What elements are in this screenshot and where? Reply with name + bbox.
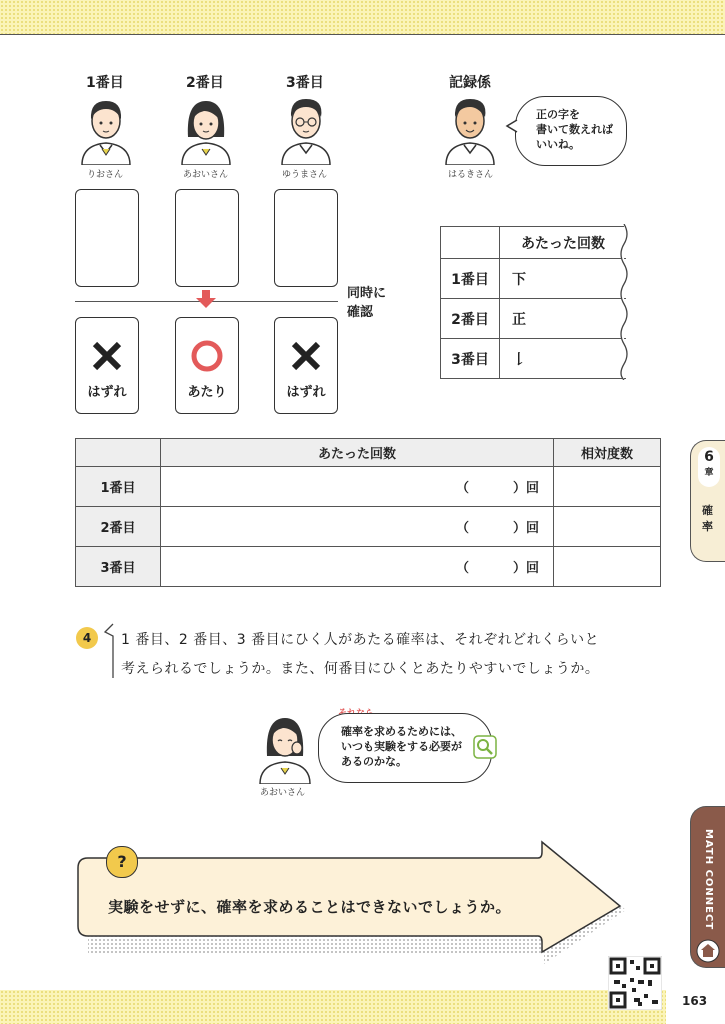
aoi-avatar [176, 93, 236, 165]
cross-icon [91, 340, 123, 372]
tally-row-label: 2番目 [441, 299, 500, 339]
person-3-name: ゆうまさん [282, 170, 328, 180]
freq-col-hits: あたった回数 [161, 439, 554, 467]
freq-col-relative: 相対度数 [554, 439, 661, 467]
aoi-speech-line: あるのかな。 [341, 755, 407, 768]
freq-hits-cell: （ ）回 [161, 467, 554, 507]
freq-row-label: 1番目 [76, 467, 161, 507]
freq-relative-cell[interactable] [554, 547, 661, 587]
person-2-order: 2番目 [186, 75, 224, 91]
banner-text: 実験をせずに、確率を求めることはできないでしょうか。 [108, 898, 512, 916]
down-arrow-icon [196, 290, 216, 310]
page-number: 163 [682, 994, 708, 1008]
freq-row-label: 3番目 [76, 547, 161, 587]
math-connect-tab[interactable] [690, 806, 725, 968]
tally-table [440, 226, 626, 379]
simultaneous-check-label: 同時に 確認 [347, 286, 387, 320]
school-icon [696, 939, 720, 963]
question-mark-icon: ? [106, 846, 138, 878]
magnifier-icon[interactable] [473, 735, 497, 759]
result-label: あたり [187, 385, 227, 400]
bubble-tail-icon [505, 118, 519, 134]
qr-code[interactable] [608, 956, 662, 1010]
tally-header: あたった回数 [500, 227, 627, 259]
result-card-3 [274, 317, 338, 414]
person-1-order: 1番目 [86, 75, 124, 91]
tally-value: 正 [500, 299, 627, 339]
result-card-1 [75, 317, 139, 414]
rio-avatar [76, 93, 136, 165]
face-down-card-2 [175, 189, 239, 287]
page-number-box [666, 990, 725, 1024]
question-bracket [103, 622, 115, 680]
aoi-speech-bubble [318, 713, 492, 783]
math-connect-label: MATH CONNECT [703, 829, 714, 931]
person-1-name: りおさん [87, 170, 124, 180]
recorder-role: 記録係 [449, 75, 491, 91]
aoi-thinking-avatar [254, 712, 316, 784]
recorder-speech-bubble [515, 96, 627, 166]
aoi-name: あおいさん [260, 788, 306, 798]
recorder-speech-line: 書いて数えれば [536, 123, 613, 136]
tally-value: 下 [500, 259, 627, 299]
aoi-speech-line: いつも実験をする必要が [341, 740, 462, 753]
chapter-tab[interactable] [690, 440, 725, 562]
freq-relative-cell[interactable] [554, 467, 661, 507]
recorder-speech-line: いいね。 [536, 138, 580, 151]
yuuma-avatar [276, 93, 336, 165]
face-down-card-1 [75, 189, 139, 287]
face-down-card-3 [274, 189, 338, 287]
chapter-badge: 6 章 [698, 447, 720, 487]
freq-row-label: 2番目 [76, 507, 161, 547]
top-decorative-band [0, 0, 725, 35]
person-3-order: 3番目 [286, 75, 324, 91]
question-number-badge: 4 [76, 627, 98, 649]
result-label: はずれ [286, 385, 326, 400]
tally-row-label: 3番目 [441, 339, 500, 379]
freq-hits-cell: （ ）回 [161, 507, 554, 547]
frequency-table [75, 438, 661, 587]
tally-value: 𠄌 [500, 339, 627, 379]
result-label: はずれ [87, 385, 127, 400]
freq-relative-cell[interactable] [554, 507, 661, 547]
result-card-2 [175, 317, 239, 414]
cross-icon [290, 340, 322, 372]
haruki-avatar [440, 93, 500, 165]
wavy-edge [618, 224, 632, 380]
aoi-speech-line: 確率を求めるためには、 [341, 725, 462, 738]
person-2-name: あおいさん [183, 170, 229, 180]
circle-icon [189, 338, 225, 374]
recorder-name: はるきさん [448, 170, 494, 180]
question-text: 1 番目、2 番目、3 番目にひく人があたる確率は、それぞれどれくらいと 考えられるでしょうか。また、何番目にひくとあたりやすいでしょうか。 [121, 632, 600, 677]
chapter-title: 確 率 [702, 504, 713, 533]
recorder-speech-line: 正の字を [536, 108, 580, 121]
tally-row-label: 1番目 [441, 259, 500, 299]
freq-hits-cell: （ ）回 [161, 547, 554, 587]
